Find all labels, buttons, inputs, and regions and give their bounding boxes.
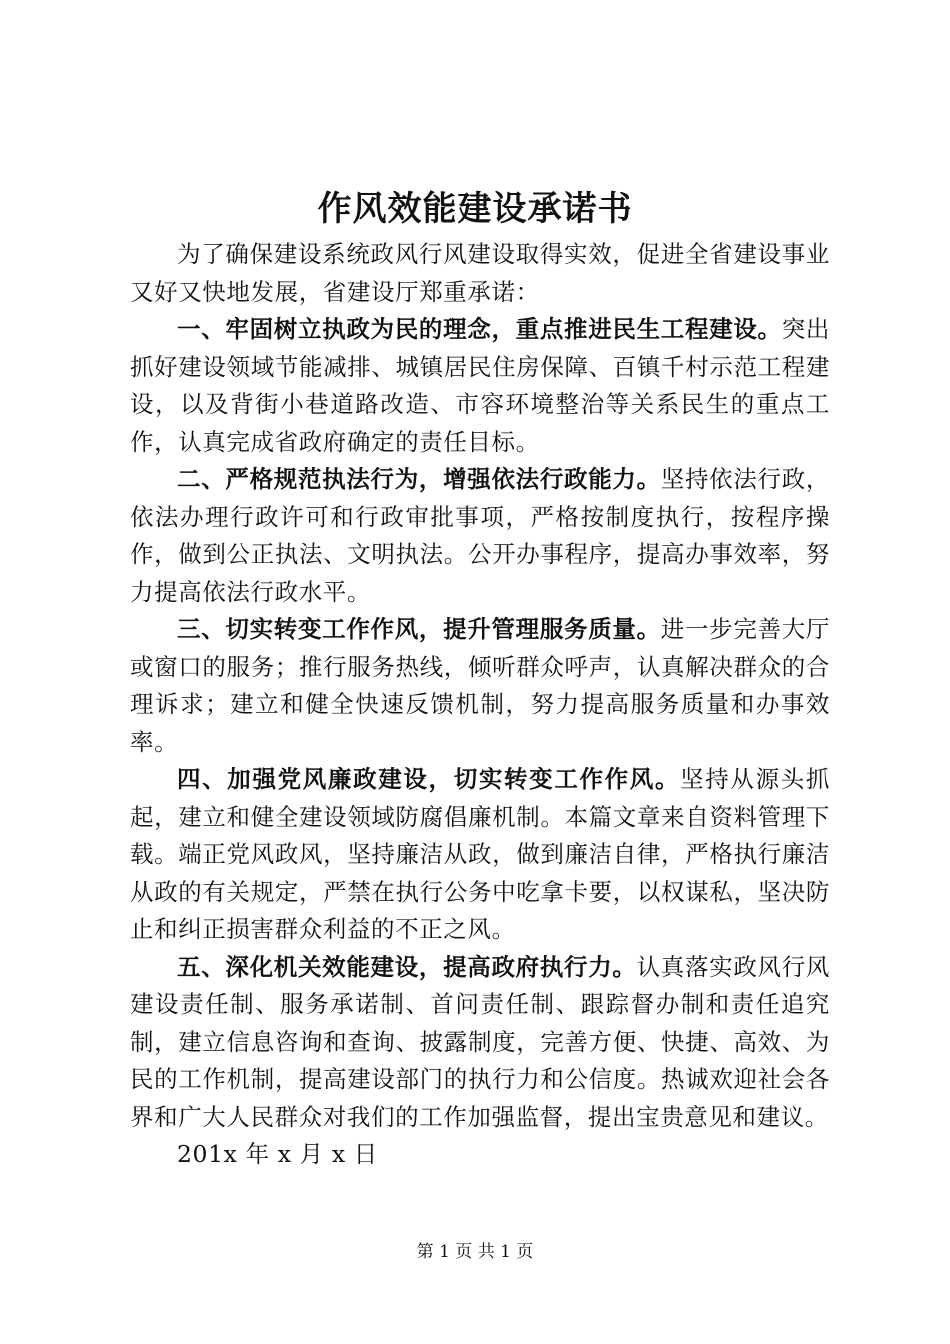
commitment-text-2: 坚持依法行政，依法办理行政许可和行政审批事项，严格按制度执行，按程序操作，做到公正执法、文明执法。公开办事程序，提高办事效率，努力提高依法行政水平。 (130, 465, 831, 606)
commitment-heading-2: 二、严格规范执法行为，增强依法行政能力。 (177, 465, 661, 493)
commitment-heading-5: 五、深化机关效能建设，提高政府执行力。 (177, 952, 637, 981)
commitment-heading-4: 四、加强党风廉政建设，切实转变工作作风。 (177, 765, 681, 793)
document-date: 201x 年 x 月 x 日 (177, 1140, 378, 1168)
document-body (130, 236, 830, 1174)
commitment-heading-3: 三、切实转变工作作风，提升管理服务质量。 (177, 615, 661, 643)
commitment-item-3 (130, 611, 830, 761)
commitment-text-4: 坚持从源头抓起，建立和健全建设领域防腐倡廉机制。本篇文章来自资料管理下载。端正党风政风，坚持廉洁从政，做到廉洁自律，严格执行廉洁从政的有关规定，严禁在执行公务中吃拿卡要，以权谋私，坚决防止和纠正损害群众利益的不正之风。 (130, 765, 831, 943)
document-title: 作风效能建设承诺书 (317, 189, 633, 229)
commitment-text-1: 突出抓好建设领域节能减排、城镇居民住房保障、百镇千村示范工程建设，以及背街小巷道路改造、市容环境整治等关系民生的重点工作，认真完成省政府确定的责任目标。 (130, 315, 831, 456)
commitment-text-5: 认真落实政风行风建设责任制、服务承诺制、首问责任制、跟踪督办制和责任追究制，建立信息咨询和查询、披露制度，完善方便、快捷、高效、为民的工作机制，提高建设部门的执行力和公信度。热诚欢迎社会各界和广大人民群众对我们的工作加强监督，提出宝贵意见和建议。 (130, 952, 830, 1131)
commitment-item-4 (130, 761, 830, 949)
page-footer: 第 1 页 共 1 页 (416, 1242, 534, 1262)
commitment-heading-1: 一、牢固树立执政为民的理念，重点推进民生工程建设。 (177, 315, 782, 343)
commitment-item-5 (130, 949, 830, 1137)
intro-paragraph: 为了确保建设系统政风行风建设取得实效，促进全省建设事业又好又快地发展，省建设厅郑重承诺： (130, 240, 830, 306)
commitment-item-2 (130, 461, 830, 611)
commitment-item-1 (130, 311, 830, 461)
commitment-text-3: 进一步完善大厅或窗口的服务；推行服务热线，倾听群众呼声，认真解决群众的合理诉求；建立和健全快速反馈机制，努力提高服务质量和办事效率。 (130, 615, 831, 756)
